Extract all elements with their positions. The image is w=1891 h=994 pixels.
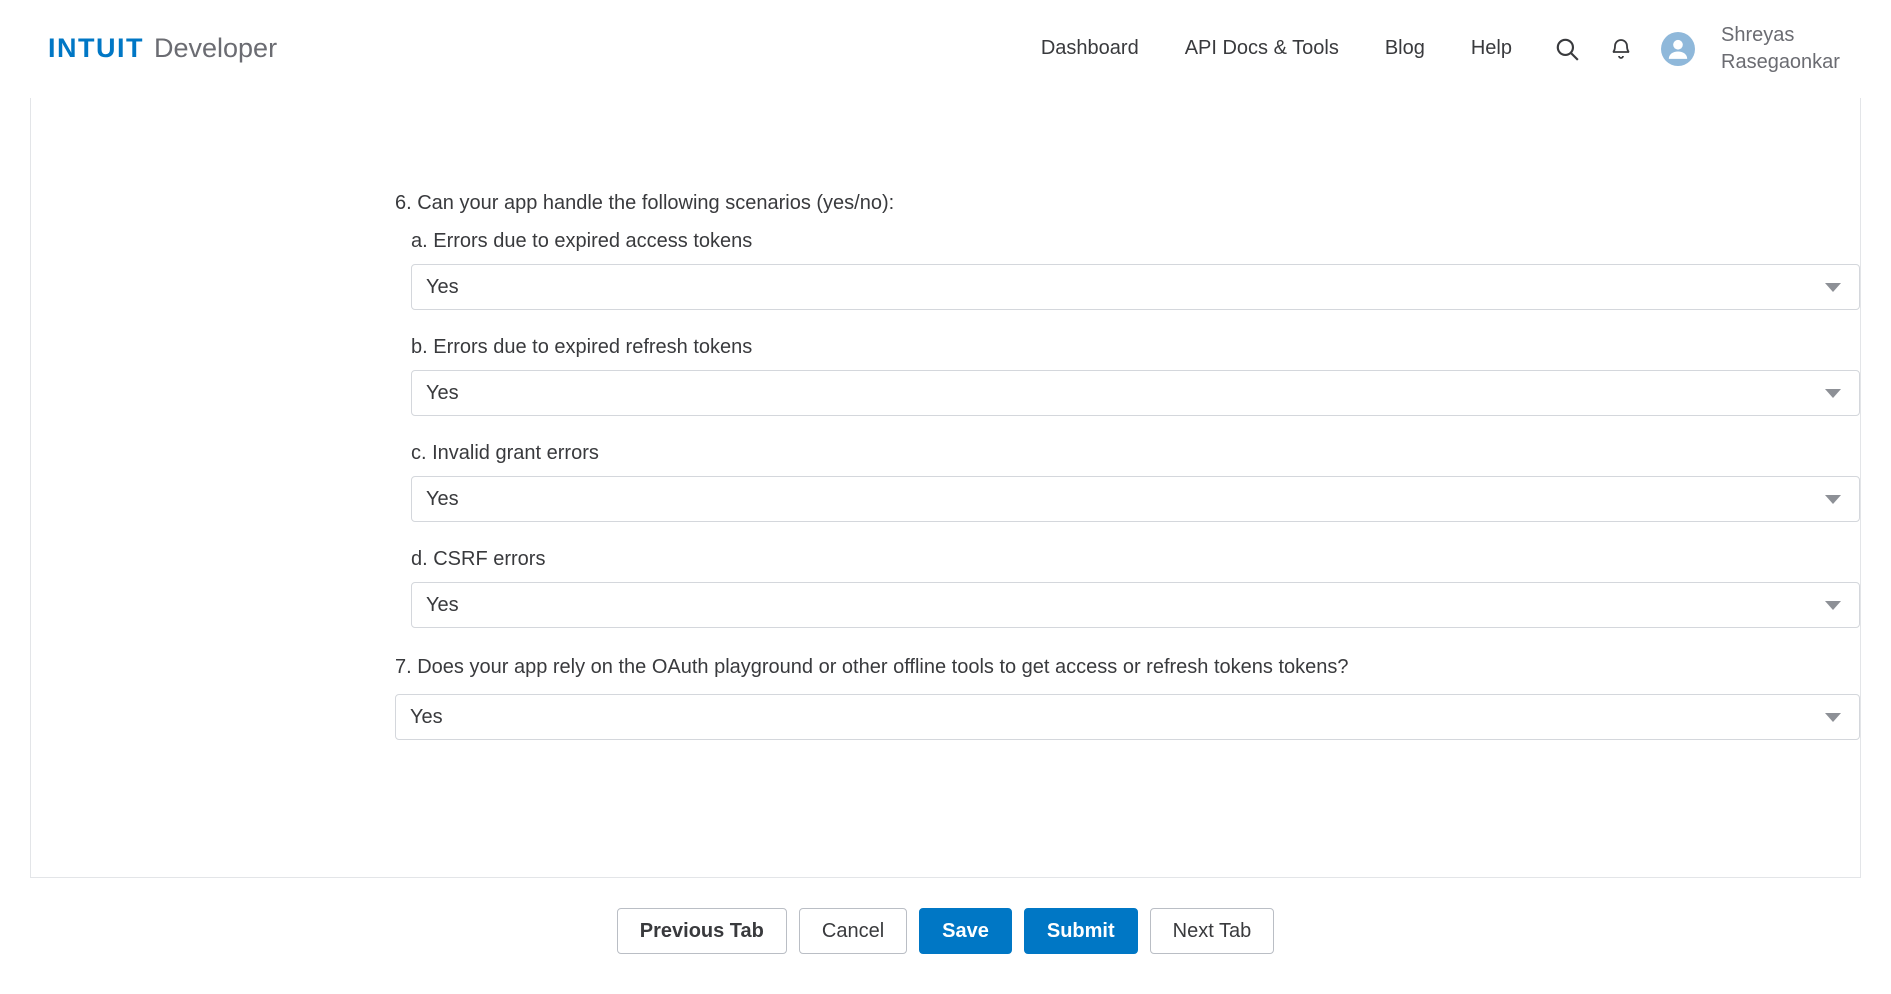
nav-item-help[interactable]: Help xyxy=(1470,37,1512,59)
cancel-button[interactable]: Cancel xyxy=(799,908,907,954)
save-button[interactable]: Save xyxy=(919,908,1012,954)
question-7-select[interactable] xyxy=(395,694,1860,740)
question-6d-value: Yes xyxy=(426,593,459,616)
chevron-down-icon xyxy=(1825,495,1841,504)
logo-intuit-text: INTUIT xyxy=(48,33,144,63)
question-6b-label: b. Errors due to expired refresh tokens xyxy=(411,336,753,358)
question-6b-select[interactable] xyxy=(411,370,1860,416)
main-navigation xyxy=(1018,22,1851,76)
intuit-developer-logo[interactable] xyxy=(48,33,277,64)
form-card xyxy=(30,98,1861,878)
question-7-group xyxy=(395,654,1860,740)
submit-button[interactable]: Submit xyxy=(1024,908,1138,954)
nav-item-api-docs-tools[interactable]: API Docs & Tools xyxy=(1184,37,1339,59)
search-icon[interactable] xyxy=(1545,27,1589,71)
chevron-down-icon xyxy=(1825,283,1841,292)
question-6-text: 6. Can your app handle the following scenarios (yes/no): xyxy=(395,192,895,214)
content-area xyxy=(0,98,1891,954)
nav-item-blog[interactable]: Blog xyxy=(1384,37,1425,59)
question-7-value: Yes xyxy=(410,705,443,728)
next-tab-button[interactable]: Next Tab xyxy=(1150,908,1275,954)
form-footer xyxy=(30,878,1861,954)
question-6c-select[interactable] xyxy=(411,476,1860,522)
user-avatar-icon[interactable] xyxy=(1661,32,1695,66)
chevron-down-icon xyxy=(1825,601,1841,610)
question-6c-label: c. Invalid grant errors xyxy=(411,442,599,464)
nav-item-dashboard[interactable]: Dashboard xyxy=(1040,37,1139,59)
app-header xyxy=(0,0,1891,98)
chevron-down-icon xyxy=(1825,713,1841,722)
form-body xyxy=(31,98,1860,740)
question-6c-value: Yes xyxy=(426,487,459,510)
question-6d-label: d. CSRF errors xyxy=(411,548,546,570)
question-6a-select[interactable] xyxy=(411,264,1860,310)
question-6d-select[interactable] xyxy=(411,582,1860,628)
question-6a-label: a. Errors due to expired access tokens xyxy=(411,230,753,252)
bell-icon[interactable] xyxy=(1599,27,1643,71)
user-name-label: Shreyas Rasegaonkar xyxy=(1721,23,1840,73)
previous-tab-button[interactable]: Previous Tab xyxy=(617,908,787,954)
question-7-text: 7. Does your app rely on the OAuth playground or other offline tools to get access or refresh tokens tokens? xyxy=(395,656,1349,678)
logo-developer-text: Developer xyxy=(154,33,278,63)
question-6a-value: Yes xyxy=(426,275,459,298)
question-6b-value: Yes xyxy=(426,381,459,404)
chevron-down-icon xyxy=(1825,389,1841,398)
